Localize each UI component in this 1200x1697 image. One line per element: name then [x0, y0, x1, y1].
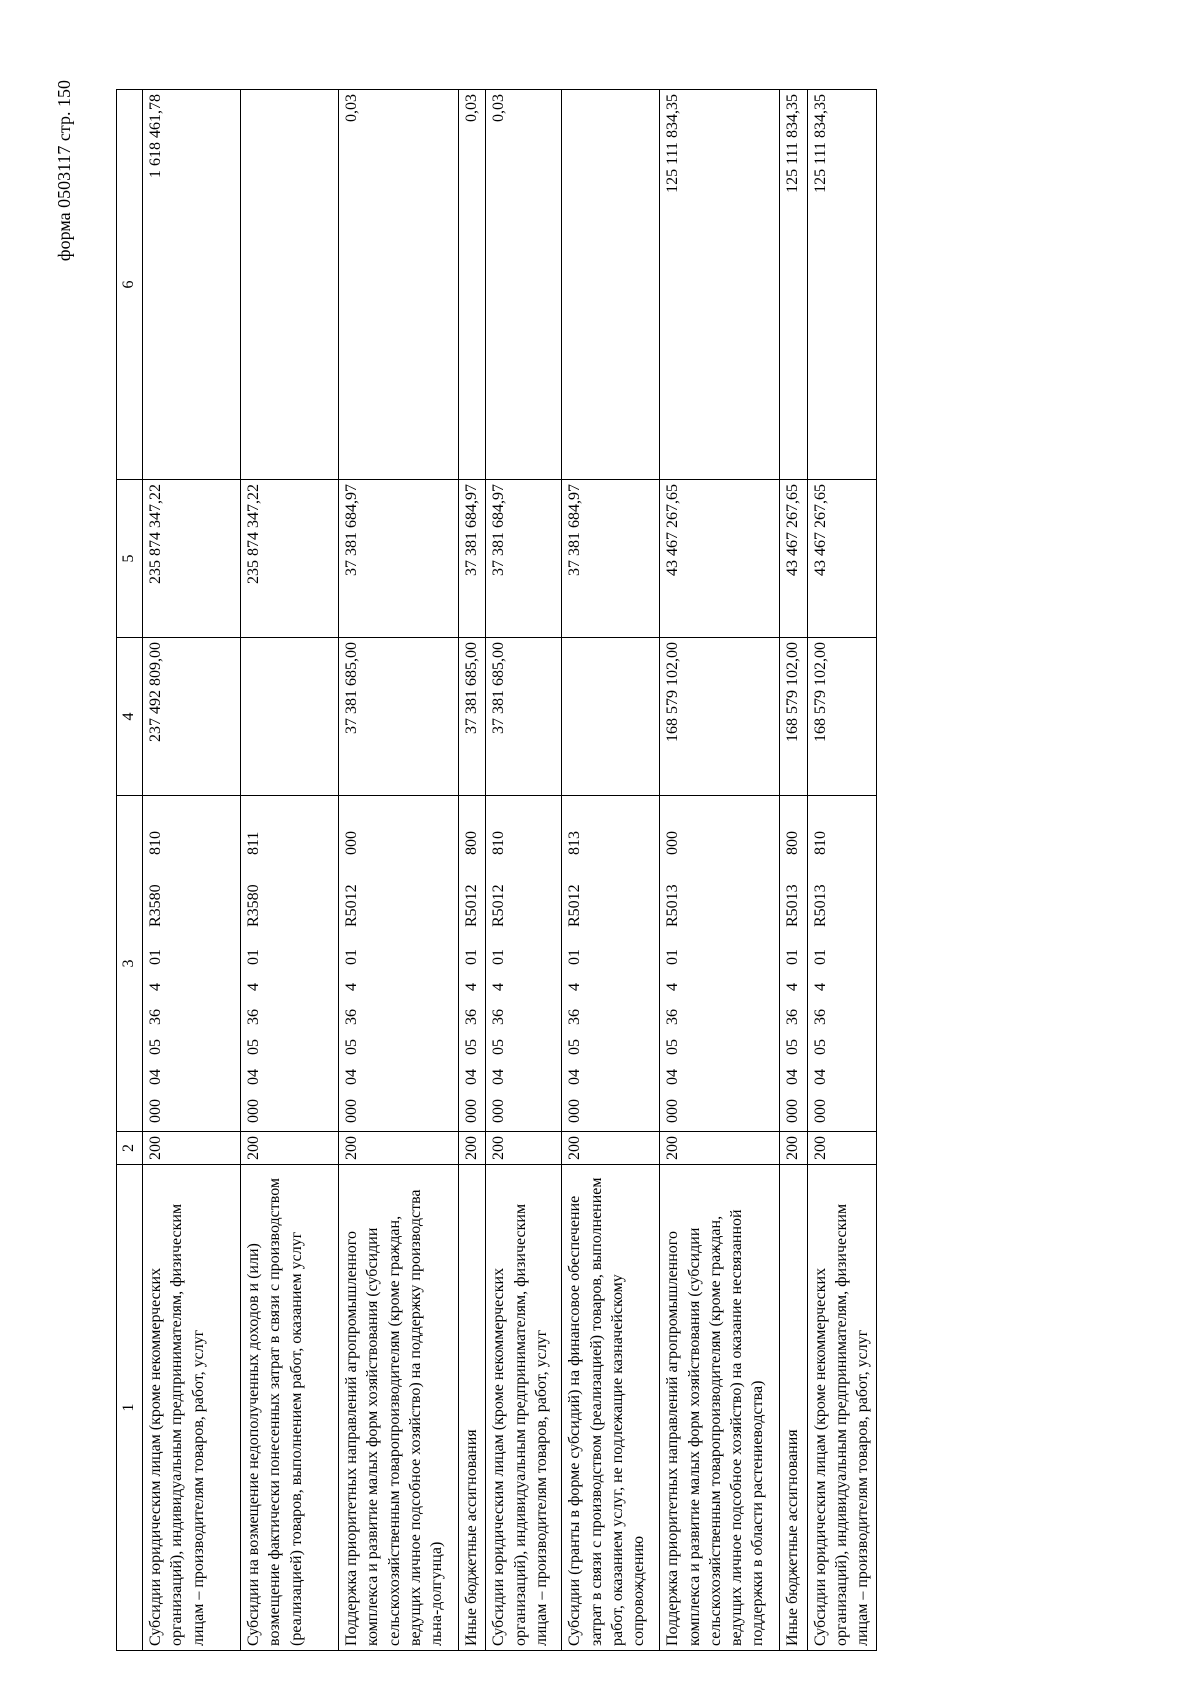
- row-line-code: 200: [143, 1132, 241, 1165]
- budget-code-part: 01: [664, 949, 682, 965]
- budget-code-part: R3580: [147, 884, 164, 927]
- budget-code-part: 04: [343, 1069, 360, 1085]
- table-row: [143, 90, 241, 1651]
- budget-code-part: 05: [463, 1039, 480, 1055]
- budget-code-part: 4: [784, 983, 802, 991]
- header-cell: 6: [117, 90, 143, 480]
- budget-code-part: 4: [343, 983, 360, 991]
- budget-code-part: 05: [343, 1039, 360, 1055]
- budget-code-part: 04: [147, 1069, 164, 1085]
- row-approved-amount: 168 579 102,00: [660, 638, 780, 796]
- table-row: [339, 90, 459, 1651]
- row-executed-amount: 37 381 684,97: [459, 480, 486, 638]
- budget-code-part: 01: [566, 949, 584, 965]
- budget-code-part: 4: [245, 983, 262, 991]
- budget-code-part: R3580: [245, 884, 262, 927]
- table-body: [143, 90, 877, 1651]
- budget-code-parts: [461, 800, 482, 1127]
- budget-code-part: 000: [566, 1099, 584, 1123]
- budget-code-part: 4: [664, 983, 682, 991]
- row-line-code: 200: [562, 1132, 660, 1165]
- row-unexecuted-amount: 125 111 834,35: [780, 90, 807, 480]
- budget-code-part: 04: [245, 1069, 262, 1085]
- row-approved-amount: 237 492 809,00: [143, 638, 241, 796]
- row-line-code: 200: [660, 1132, 780, 1165]
- budget-code-part: 4: [811, 983, 829, 991]
- budget-code-parts: [341, 800, 362, 1127]
- row-line-code: 200: [241, 1132, 339, 1165]
- row-line-code: 200: [807, 1132, 877, 1165]
- budget-code-part: 36: [490, 1009, 508, 1025]
- header-cell: 2: [117, 1132, 143, 1165]
- budget-code-part: 04: [463, 1069, 480, 1085]
- row-name: Субсидии юридическим лицам (кроме некоммерческих организаций), индивидуальным предпринимателям, физическим лицам – производителям товаров, работ, услуг: [486, 1165, 562, 1651]
- budget-code-part: 05: [245, 1039, 262, 1055]
- row-unexecuted-amount: 0,03: [339, 90, 459, 480]
- header-row: [117, 90, 143, 1651]
- row-unexecuted-amount: 125 111 834,35: [660, 90, 780, 480]
- row-name: Субсидии (гранты в форме субсидий) на финансовое обеспечение затрат в связи с производством (реализацией) товаров, выполнением работ, оказанием услуг, не подлежащие казначейскому сопровождению: [562, 1165, 660, 1651]
- budget-code-part: 01: [490, 949, 508, 965]
- table-row: [486, 90, 562, 1651]
- budget-code-part: 04: [664, 1069, 682, 1085]
- row-approved-amount: [241, 638, 339, 796]
- budget-code-parts: [810, 800, 831, 1127]
- row-name: Иные бюджетные ассигнования: [459, 1165, 486, 1651]
- budget-code-part: 810: [811, 831, 829, 855]
- budget-code-part: 000: [664, 1099, 682, 1123]
- row-line-code: 200: [459, 1132, 486, 1165]
- row-name: Субсидии на возмещение недополученных доходов и (или) возмещение фактически понесенных затрат в связи с производством (реализацией) товаров, выполнением работ, оказанием услуг: [241, 1165, 339, 1651]
- budget-code-part: 000: [343, 831, 360, 855]
- budget-code-parts: [782, 800, 803, 1127]
- budget-code-part: 36: [245, 1009, 262, 1025]
- budget-code-part: 04: [566, 1069, 584, 1085]
- budget-code-parts: [564, 800, 585, 1127]
- budget-code-part: R5013: [664, 884, 682, 927]
- row-name: Поддержка приоритетных направлений агропромышленного комплекса и развитие малых форм хозяйствования (субсидии сельскохозяйственным товаропроизводителям (кроме граждан, ведущих личное подсобное хозяйство) на оказание несвязанной поддержки в области растениеводства): [660, 1165, 780, 1651]
- budget-code-part: 01: [147, 949, 164, 965]
- row-unexecuted-amount: 0,03: [459, 90, 486, 480]
- row-executed-amount: 43 467 267,65: [660, 480, 780, 638]
- row-executed-amount: 43 467 267,65: [780, 480, 807, 638]
- row-budget-code: [339, 796, 459, 1132]
- budget-code-part: 800: [463, 831, 480, 855]
- table-row: [459, 90, 486, 1651]
- table-row: [241, 90, 339, 1651]
- row-approved-amount: 168 579 102,00: [807, 638, 877, 796]
- budget-code-part: R5013: [784, 884, 802, 927]
- row-budget-code: [486, 796, 562, 1132]
- budget-code-part: 811: [245, 831, 262, 855]
- row-name: Субсидии юридическим лицам (кроме некоммерческих организаций), индивидуальным предпринимателям, физическим лицам – производителям товаров, работ, услуг: [807, 1165, 877, 1651]
- budget-code-part: 36: [343, 1009, 360, 1025]
- budget-code-part: 01: [811, 949, 829, 965]
- table-row: [660, 90, 780, 1651]
- budget-code-part: 36: [463, 1009, 480, 1025]
- budget-code-parts: [145, 800, 166, 1127]
- budget-code-part: 01: [784, 949, 802, 965]
- budget-code-part: R5012: [490, 884, 508, 927]
- table-row: [780, 90, 807, 1651]
- row-budget-code: [562, 796, 660, 1132]
- row-executed-amount: 43 467 267,65: [807, 480, 877, 638]
- budget-code-parts: [243, 800, 264, 1127]
- header-cell: 4: [117, 638, 143, 796]
- budget-code-part: 000: [490, 1099, 508, 1123]
- row-unexecuted-amount: [562, 90, 660, 480]
- budget-code-part: 04: [811, 1069, 829, 1085]
- budget-code-part: 04: [490, 1069, 508, 1085]
- budget-code-part: 813: [566, 831, 584, 855]
- row-executed-amount: 37 381 684,97: [562, 480, 660, 638]
- row-unexecuted-amount: [241, 90, 339, 480]
- row-unexecuted-amount: 0,03: [486, 90, 562, 480]
- row-approved-amount: [562, 638, 660, 796]
- header-cell: 1: [117, 1165, 143, 1651]
- row-executed-amount: 235 874 347,22: [143, 480, 241, 638]
- row-approved-amount: 168 579 102,00: [780, 638, 807, 796]
- budget-code-part: 000: [343, 1099, 360, 1123]
- budget-code-part: 05: [784, 1039, 802, 1055]
- budget-code-part: 05: [147, 1039, 164, 1055]
- row-unexecuted-amount: 125 111 834,35: [807, 90, 877, 480]
- budget-code-part: 000: [463, 1099, 480, 1123]
- row-budget-code: [807, 796, 877, 1132]
- row-name: Субсидии юридическим лицам (кроме некоммерческих организаций), индивидуальным предпринимателям, физическим лицам – производителям товаров, работ, услуг: [143, 1165, 241, 1651]
- budget-code-part: 01: [463, 949, 480, 965]
- budget-code-part: 01: [245, 949, 262, 965]
- budget-code-part: 000: [147, 1099, 164, 1123]
- budget-code-part: 05: [566, 1039, 584, 1055]
- budget-code-part: 4: [490, 983, 508, 991]
- row-budget-code: [660, 796, 780, 1132]
- budget-code-part: 4: [566, 983, 584, 991]
- row-executed-amount: 37 381 684,97: [339, 480, 459, 638]
- budget-code-part: 810: [147, 831, 164, 855]
- budget-code-part: 000: [811, 1099, 829, 1123]
- row-budget-code: [143, 796, 241, 1132]
- budget-code-part: 01: [343, 949, 360, 965]
- budget-code-part: 36: [784, 1009, 802, 1025]
- row-line-code: 200: [780, 1132, 807, 1165]
- table-row: [807, 90, 877, 1651]
- budget-code-part: 04: [784, 1069, 802, 1085]
- row-approved-amount: 37 381 685,00: [339, 638, 459, 796]
- header-cell: 3: [117, 796, 143, 1132]
- budget-code-parts: [662, 800, 683, 1127]
- budget-code-part: 36: [566, 1009, 584, 1025]
- budget-code-parts: [488, 800, 509, 1127]
- budget-code-part: 36: [664, 1009, 682, 1025]
- budget-code-part: R5012: [566, 884, 584, 927]
- budget-code-part: 000: [784, 1099, 802, 1123]
- row-line-code: 200: [339, 1132, 459, 1165]
- row-budget-code: [780, 796, 807, 1132]
- budget-code-part: 05: [811, 1039, 829, 1055]
- budget-code-part: R5012: [343, 884, 360, 927]
- budget-code-part: 05: [664, 1039, 682, 1055]
- row-unexecuted-amount: 1 618 461,78: [143, 90, 241, 480]
- expenditure-table: [116, 89, 877, 1651]
- row-executed-amount: 235 874 347,22: [241, 480, 339, 638]
- budget-code-part: 4: [463, 983, 480, 991]
- row-budget-code: [241, 796, 339, 1132]
- row-name: Иные бюджетные ассигнования: [780, 1165, 807, 1651]
- budget-code-part: 05: [490, 1039, 508, 1055]
- budget-code-part: 4: [147, 983, 164, 991]
- budget-code-part: R5012: [463, 884, 480, 927]
- budget-code-part: R5013: [811, 884, 829, 927]
- budget-code-part: 800: [784, 831, 802, 855]
- row-approved-amount: 37 381 685,00: [486, 638, 562, 796]
- form-label: форма 0503117 стр. 150: [54, 80, 74, 262]
- budget-code-part: 810: [490, 831, 508, 855]
- row-approved-amount: 37 381 685,00: [459, 638, 486, 796]
- budget-code-part: 000: [664, 831, 682, 855]
- budget-code-part: 000: [245, 1099, 262, 1123]
- row-budget-code: [459, 796, 486, 1132]
- row-name: Поддержка приоритетных направлений агропромышленного комплекса и развитие малых форм хозяйствования (субсидии сельскохозяйственным товаропроизводителям (кроме граждан, ведущих личное подсобное хозяйство) на поддержку производства льна-долгунца): [339, 1165, 459, 1651]
- row-line-code: 200: [486, 1132, 562, 1165]
- header-cell: 5: [117, 480, 143, 638]
- table-row: [562, 90, 660, 1651]
- budget-code-part: 36: [147, 1009, 164, 1025]
- budget-code-part: 36: [811, 1009, 829, 1025]
- row-executed-amount: 37 381 684,97: [486, 480, 562, 638]
